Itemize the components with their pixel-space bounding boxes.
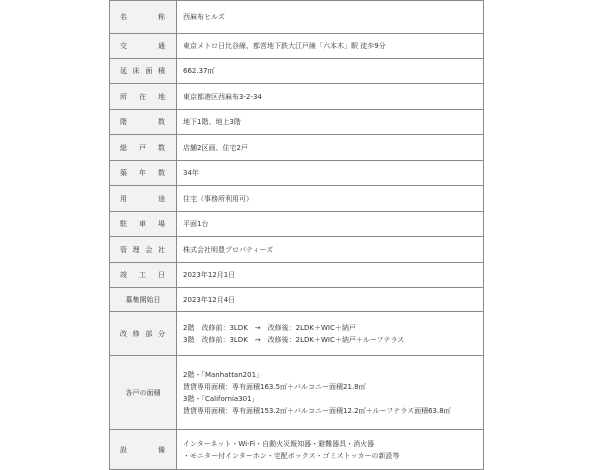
label-char: 駐 (120, 220, 127, 228)
row-name (110, 1, 484, 34)
label-char: 延 (120, 67, 127, 75)
value-line: 平面1台 (183, 220, 209, 228)
row-age (110, 161, 484, 186)
label-floor-area (110, 59, 177, 84)
value-line: インターネット・Wi-Fi・自動火災報知器・避難器具・消火器 (183, 439, 375, 448)
label-char: 称 (158, 13, 165, 21)
value-parking (177, 212, 484, 237)
label-management (110, 237, 177, 263)
value-access (177, 34, 484, 59)
label-char: 部 (145, 329, 153, 338)
value-address (177, 84, 484, 110)
label-char: 分 (157, 329, 165, 338)
row-floors (110, 110, 484, 135)
value-line: 2023年12月4日 (183, 295, 236, 304)
label-completion (110, 263, 177, 288)
value-line: 株式会社明豊プロパティーズ (183, 245, 274, 254)
value-line: 2階・「Manhattan201」 (183, 370, 264, 379)
value-line: 西麻布ヒルズ (183, 13, 225, 21)
label-char: 竣 (120, 271, 127, 279)
value-completion (177, 263, 484, 288)
label-char: 社 (157, 245, 165, 254)
value-line: 3階 改修前：3LDK → 改修後：2LDK＋WIC＋納戸＋ルーフテラス (183, 335, 405, 344)
label-char: 日 (158, 271, 165, 279)
value-renovation (177, 312, 484, 356)
label-renovation (110, 312, 177, 356)
label-char: 修 (132, 329, 140, 338)
label-unit-area (110, 356, 177, 430)
label-char: 総 (120, 143, 127, 152)
label-char: 工 (139, 271, 146, 279)
row-parking (110, 212, 484, 237)
label-char: 途 (158, 194, 165, 203)
value-line: 34年 (183, 169, 199, 177)
value-unit-area (177, 356, 484, 430)
label-char: 在 (139, 92, 146, 101)
value-line: 店舗2区画、住宅2戸 (183, 143, 248, 152)
value-line: 賃貸専用面積：専有面積163.5㎡＋バルコニー面積21.8㎡ (183, 382, 366, 391)
label-text: 募集開始日 (125, 295, 161, 304)
value-line: 地下1階、地上3階 (183, 118, 241, 126)
value-line: 2階 改修前：3LDK → 改修後：2LDK＋WIC＋納戸 (183, 323, 356, 332)
label-char: 地 (158, 92, 165, 101)
value-line: 3階・「California301」 (183, 394, 259, 403)
label-char: 交 (120, 42, 127, 50)
value-floors (177, 110, 484, 135)
value-line: 東京都港区西麻布3-2-34 (183, 92, 262, 101)
value-line: 住宅（事務所利用可） (183, 194, 253, 203)
label-access (110, 34, 177, 59)
label-char: 車 (139, 220, 146, 228)
label-char: 設 (120, 445, 127, 454)
label-use (110, 186, 177, 212)
label-listing-start (110, 288, 177, 312)
row-management (110, 237, 484, 263)
label-char: 床 (132, 67, 140, 75)
value-line: 東京メトロ日比谷線、都営地下鉄大江戸線「六本木」駅 徒歩9分 (183, 42, 386, 50)
label-char: 積 (157, 67, 165, 75)
row-listing-start (110, 288, 484, 312)
label-units (110, 135, 177, 161)
label-char: 数 (158, 169, 165, 177)
value-line: 賃貸専用面積：専有面積153.2㎡＋バルコニー面積12.2㎡＋ルーフテラス面積63.8㎡ (183, 406, 451, 415)
label-char: 数 (158, 143, 165, 152)
row-completion (110, 263, 484, 288)
value-name (177, 1, 484, 34)
label-char: 年 (139, 169, 146, 177)
row-floor-area (110, 59, 484, 84)
value-line: 2023年12月1日 (183, 271, 236, 279)
value-listing-start (177, 288, 484, 312)
value-age (177, 161, 484, 186)
label-text: 各戸の面積 (125, 388, 161, 397)
label-char: 用 (120, 194, 127, 203)
value-use (177, 186, 484, 212)
value-floor-area (177, 59, 484, 84)
label-char: 理 (132, 245, 140, 254)
label-char: 通 (158, 42, 165, 50)
value-management (177, 237, 484, 263)
label-name (110, 1, 177, 34)
label-floors (110, 110, 177, 135)
label-char: 改 (120, 329, 127, 338)
value-units (177, 135, 484, 161)
label-char: 会 (145, 245, 153, 254)
row-use (110, 186, 484, 212)
value-line: ・モニター付インターホン・宅配ボックス・ゴミストッカーの新設等 (183, 451, 400, 460)
label-char: 面 (145, 67, 153, 75)
label-char: 戸 (139, 143, 146, 152)
label-address (110, 84, 177, 110)
label-char: 名 (120, 13, 127, 21)
label-char: 管 (120, 245, 127, 254)
label-parking (110, 212, 177, 237)
label-char: 場 (158, 220, 165, 228)
row-unit-area (110, 356, 484, 430)
row-access (110, 34, 484, 59)
label-char: 数 (158, 118, 165, 126)
label-char: 備 (158, 445, 165, 454)
row-address (110, 84, 484, 110)
row-renovation (110, 312, 484, 356)
label-char: 階 (120, 118, 127, 126)
value-line: 662.37㎡ (183, 67, 215, 75)
row-units (110, 135, 484, 161)
property-spec-table (109, 0, 484, 470)
label-age (110, 161, 177, 186)
label-char: 築 (120, 169, 127, 177)
label-char: 所 (120, 92, 127, 101)
